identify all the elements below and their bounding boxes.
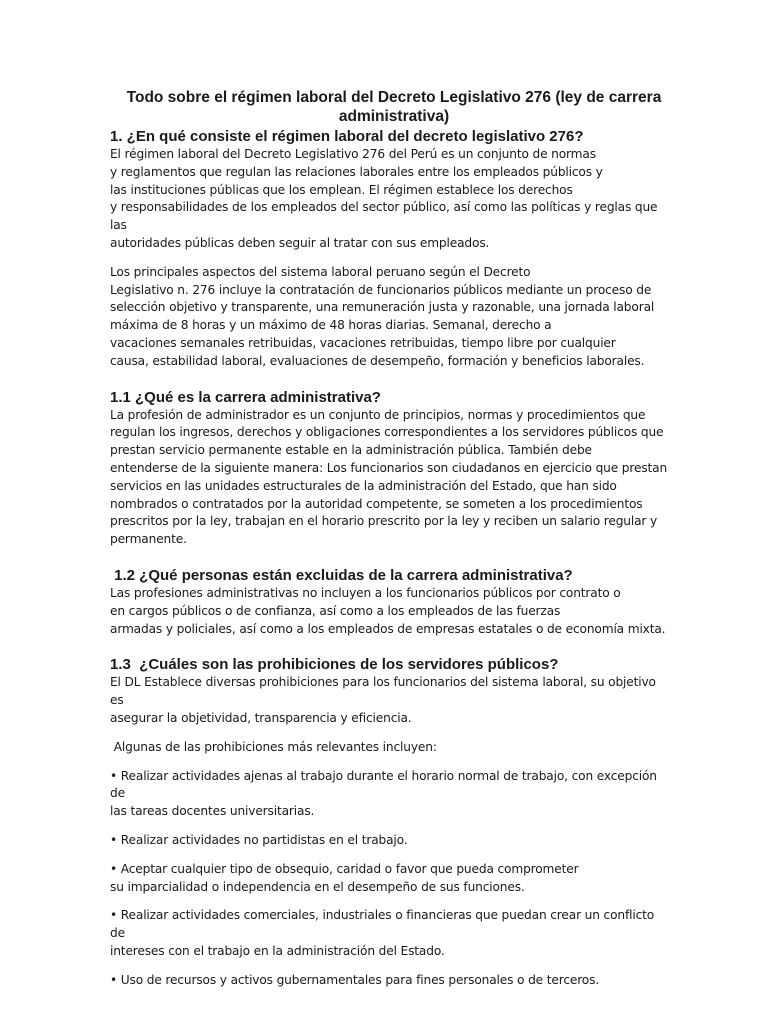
list-item: • Realizar actividades ajenas al trabajo durante el horario normal de trabajo, con excepción de las tareas docentes universitarias. (110, 768, 657, 819)
list-item: • Aceptar cualquier tipo de obsequio, caridad o favor que pueda comprometer su imparcialidad o independencia en el desempeño de sus funciones. (110, 861, 579, 894)
section-1-heading: 1. ¿En qué consiste el régimen laboral del decreto legislativo 276? (110, 128, 584, 145)
section-1-3-paragraph-2: Algunas de las prohibiciones más relevantes incluyen: (110, 739, 437, 754)
section-1-3-paragraph-1: El DL Establece diversas prohibiciones para los funcionarios del sistema laboral, su objetivo es asegurar la objetividad, transparencia y eficiencia. (110, 675, 656, 725)
section-1-2-heading: 1.2 ¿Qué personas están excluidas de la carrera administrativa? (110, 566, 573, 584)
section-1-paragraph-1: El régimen laboral del Decreto Legislativo 276 del Perú es un conjunto de normas y reglamentos que regulan las relaciones laborales entre los empleados públicos y las instituciones públicas que los emplean. El régimen establece los derechos y responsabilidades de los empleados del sector público, así como las políticas y reglas que las autoridades públicas deben seguir al tratar con sus empleados. (110, 147, 658, 250)
list-item: • Realizar actividades comerciales, industriales o financieras que puedan crear un conflicto de intereses con el trabajo en la administración del Estado. (110, 908, 655, 958)
list-item: • Uso de recursos y activos gubernamentales para fines personales o de terceros. (110, 972, 600, 987)
section-1-1-heading: 1.1 ¿Qué es la carrera administrativa? (110, 388, 381, 406)
section-1-2-paragraph: Las profesiones administrativas no incluyen a los funcionarios públicos por contrato o en cargos públicos o de confianza, así como a los empleados de las fuerzas armadas y policiales, así como a los empleados de empresas estatales o de economía mixta. (110, 585, 666, 636)
document-title: Todo sobre el régimen laboral del Decreto Legislativo 276 (ley de carrera administrativa) (126, 89, 662, 125)
section-1-paragraph-2: Los principales aspectos del sistema laboral peruano según el Decreto Legislativo n. 276 incluye la contratación de funcionarios públicos mediante un proceso de selección objetivo y transparente, una remuneración justa y razonable, una jornada laboral máxima de 8 horas y un máximo de 48 horas diarias. Semanal, derecho a vacaciones semanales retribuidas, vacaciones retribuidas, tiempo libre por cualquier causa, estabilidad laboral, evaluaciones de desempeño, formación y beneficios laborales. (110, 264, 655, 368)
section-1-1-paragraph: La profesión de administrador es un conjunto de principios, normas y procedimientos que regulan los ingresos, derechos y obligaciones correspondientes a los servidores públicos que prestan servicio permanente estable en la administración pública. También debe entenderse de la siguiente manera: Los funcionarios son ciudadanos en ejercicio que prestan servicios en las unidades estructurales de la administración del Estado, que han sido nombrados o contratados por la autoridad competente, se someten a los procedimientos prescritos por la ley, trabajan en el horario prescrito por la ley y reciben un salario regular y permanente. (110, 407, 668, 547)
section-1-3-heading: 1.3 ¿Cuáles son las prohibiciones de los servidores públicos? (110, 656, 559, 674)
list-item: • Realizar actividades no partidistas en el trabajo. (110, 832, 408, 847)
